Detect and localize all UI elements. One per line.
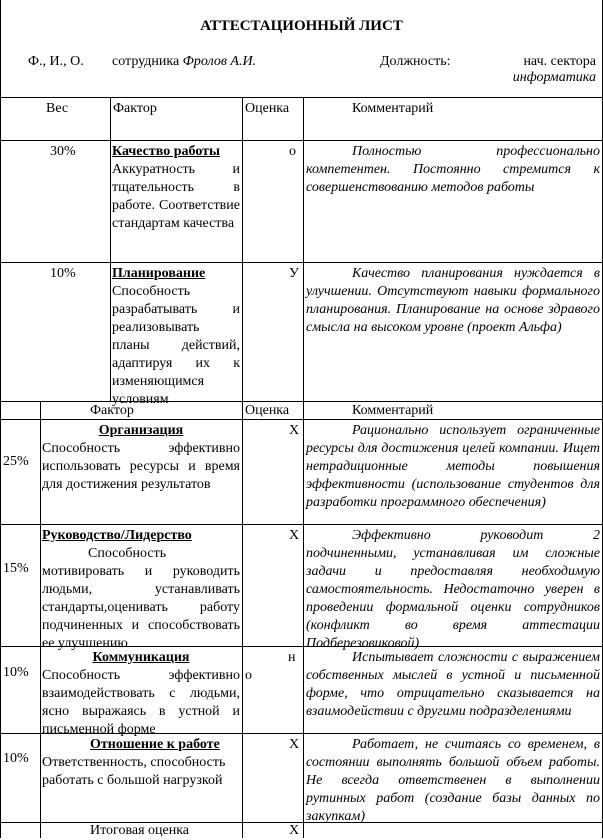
- factor-title: Планирование: [112, 266, 206, 281]
- row-comment: Испытывает сложности с выражением собственных мыслей в устной и письменной форме, что отрицательно сказывается на взаимодействии с другими подразделениями: [306, 650, 600, 719]
- factor-description: Способность разрабатывать и реализовывать планы действий, адаптируя их к изменяющимся условиям: [112, 284, 240, 407]
- factor-description: Способность эффективно использовать ресурсы и время для достижения результатов: [42, 441, 240, 492]
- factor-description: Аккуратность и тщательность в работе. Соответствие стандартам качества: [112, 162, 240, 231]
- position-label: Должность:: [380, 54, 451, 69]
- col-comment-header-lower: Комментарий: [352, 403, 434, 418]
- row-comment: Качество планирования нуждается в улучшении. Отсутствуют навыки формального планирования. Планирование на основе здравого смысла на высоком уровне (проект Альфа): [306, 266, 600, 335]
- row-weight: 25%: [3, 454, 29, 469]
- position-value-line2: информатика: [512, 70, 596, 85]
- row-comment: Полностью профессионально компетентен. Постоянно стремится к совершенствованию методов работы: [306, 144, 600, 195]
- row-rating: У: [289, 266, 299, 281]
- col-rating-header: Оценка: [245, 101, 290, 116]
- rule-col-comment: [303, 97, 304, 838]
- sheet-title: АТТЕСТАЦИОННЫЙ ЛИСТ: [200, 18, 403, 34]
- rule-columns-bottom: [0, 140, 603, 141]
- factor-title: Коммуникация: [92, 650, 190, 665]
- row-weight: 10%: [50, 266, 76, 281]
- row-rating: Х: [289, 737, 300, 752]
- col-weight-header: Вес: [46, 101, 69, 116]
- row-rating: н: [288, 650, 296, 665]
- sheet-header: [0, 0, 603, 97]
- employee-line: [112, 54, 256, 70]
- row-weight: 10%: [3, 665, 29, 680]
- rule-col-factor-upper: [110, 97, 111, 401]
- row-weight: 15%: [3, 561, 29, 576]
- row-rating-continued: о: [245, 668, 252, 683]
- factor-title: Качество работы: [112, 144, 220, 159]
- row-comment: Эффективно руководит 2 подчиненными, устанавливая им сложные задачи и предоставляя необходимую самостоятельность. Недостаточно уверен в проведении формальной оценки сотрудников (конфликт во время аттестации Подберезовиковой): [306, 528, 600, 651]
- row-comment: Работает, не считаясь со временем, в состоянии выполнять большой объем работы. Не всегда ответственен в выполнении рутинных работ (создание базы данных по закупкам): [306, 737, 600, 824]
- factor-description: Способность мотивировать и руководить людьми, устанавливать стандарты,оценивать работу подчиненных и способствовать ее улучшению: [42, 546, 240, 651]
- rule-header-bottom: [0, 97, 603, 98]
- position-value-line1: нач. сектора: [523, 54, 596, 69]
- rule-row3-bottom: [0, 524, 603, 525]
- row-rating: Х: [289, 528, 300, 543]
- rule-row1-bottom: [0, 262, 603, 263]
- col-comment-header: Комментарий: [352, 101, 434, 116]
- row-comment: Рационально использует ограниченные ресурсы для достижения целей компании. Ищет нетрадиционные методы повышения эффективности (использование студентов для разработки программного обеспечения): [306, 423, 600, 510]
- col-factor-header-lower: Фактор: [90, 403, 134, 418]
- employee-name: Фролов А.И.: [182, 54, 257, 69]
- factor-description: Способность эффективно взаимодействовать с людьми, ясно выражаясь в устной и письменной форме: [42, 668, 240, 737]
- rule-col-factor-lower: [40, 401, 41, 838]
- factor-title: Организация: [98, 423, 184, 438]
- total-rating: Х: [289, 823, 300, 838]
- row-rating: Х: [289, 423, 300, 438]
- row-rating: о: [289, 144, 296, 159]
- employee-prefix: сотрудника: [112, 54, 183, 69]
- fio-label: Ф., И., О.: [28, 54, 84, 69]
- factor-title: Руководство/Лидерство: [42, 528, 192, 543]
- total-label: Итоговая оценка: [90, 823, 190, 838]
- factor-description: Ответственность, способность работать с большой нагрузкой: [42, 755, 226, 788]
- col-factor-header: Фактор: [113, 101, 157, 116]
- position-value: [478, 54, 596, 86]
- col-rating-header-lower: Оценка: [245, 403, 290, 418]
- row-weight: 30%: [50, 144, 76, 159]
- factor-title: Отношение к работе: [90, 737, 220, 752]
- row-weight: 10%: [3, 751, 29, 766]
- rule-col-rating: [242, 97, 243, 838]
